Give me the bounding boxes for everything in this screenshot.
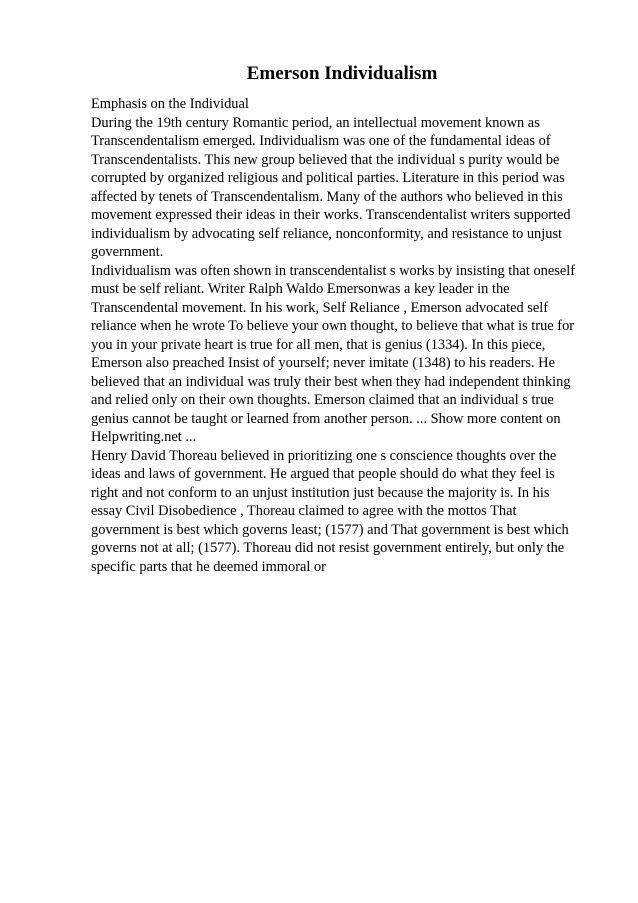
body-line: Henry David Thoreau believed in prioritizing one s conscience thoughts over the <box>91 447 557 464</box>
body-line: genius cannot be taught or learned from another person. ... Show more content on <box>91 410 561 427</box>
body-line: essay Civil Disobedience , Thoreau claimed to agree with the mottos That <box>91 503 517 519</box>
body-line: Emerson also preached Insist of yourself; never imitate (1348) to his readers. He <box>91 355 555 371</box>
body-line: Transcendental movement. In his work, Self Reliance , Emerson advocated self <box>91 299 549 316</box>
body-line: government. <box>91 244 164 260</box>
body-line: During the 19th century Romantic period, an intellectual movement known as <box>91 114 540 131</box>
body-line: right and not conform to an unjust institution just because the majority is. In his <box>91 484 550 501</box>
body-line: specific parts that he deemed immoral or <box>91 558 326 575</box>
body-line: movement expressed their ideas in their works. Transcendentalist writers supported <box>91 207 571 223</box>
body-line: corrupted by organized religious and political parties. Literature in this period was <box>91 170 565 186</box>
document-body <box>91 95 591 576</box>
body-line: reliance when he wrote To believe your own thought, to believe that what is true for <box>91 318 575 334</box>
body-line: Emphasis on the Individual <box>91 96 249 112</box>
document-title: Emerson Individualism <box>246 63 438 84</box>
body-line: Transcendentalists. This new group believed that the individual s purity would be <box>91 151 560 168</box>
body-line: you in your private heart is true for all men, that is genius (1334). In this piece, <box>91 336 546 353</box>
body-line: ideas and laws of government. He argued that people should do what they feel is <box>91 466 555 482</box>
body-line: must be self reliant. Writer Ralph Waldo Emersonwas a key leader in the <box>91 281 510 297</box>
body-line: Individualism was often shown in transcendentalist s works by insisting that oneself <box>91 262 576 279</box>
body-line: believed that an individual was truly their best when they had independent thinking <box>91 373 571 390</box>
body-line: Helpwriting.net ... <box>91 429 197 445</box>
body-line: Transcendentalism emerged. Individualism was one of the fundamental ideas of <box>91 133 551 149</box>
body-line: affected by tenets of Transcendentalism. Many of the authors who believed in this <box>91 188 563 205</box>
body-line: government is best which governs least; (1577) and That government is best which <box>91 521 569 538</box>
body-line: and relied only on their own thoughts. Emerson claimed that an individual s true <box>91 392 554 408</box>
body-line: governs not at all; (1577). Thoreau did not resist government entirely, but only the <box>91 540 565 556</box>
body-line: individualism by advocating self reliance, nonconformity, and resistance to unjust <box>91 225 563 242</box>
